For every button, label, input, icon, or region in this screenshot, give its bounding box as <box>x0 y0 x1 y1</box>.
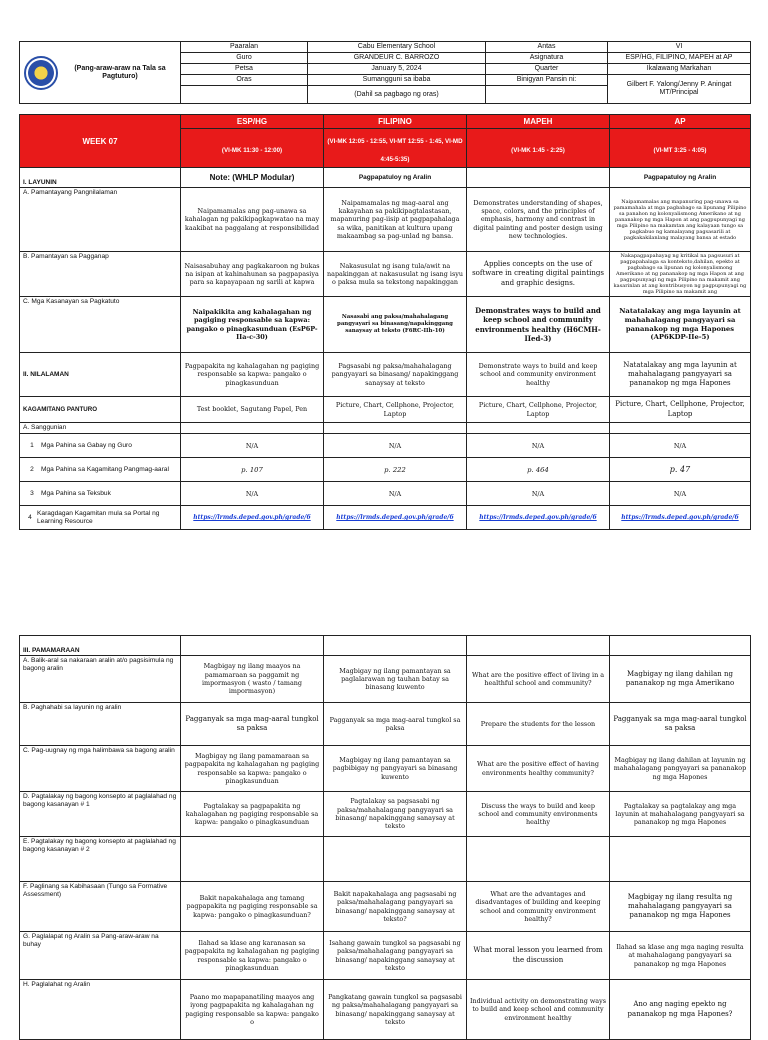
row-label: A. Pamantayang Pangnilalaman <box>20 188 181 252</box>
content-cell: Demonstrates understanding of shapes, space, colors, and the principles of emphasis, harmony and contrast in digital painting and poster design using new technologies. <box>467 188 610 252</box>
content-cell: Naisasabuhay ang pagkakaroon ng bukas na isipan at kahinahunan sa pagpapasiya para sa kapayapaan ng sarili at kapwa <box>181 252 324 297</box>
page-title: (Pang-araw-araw na Tala sa Pagtuturo) <box>74 64 166 80</box>
row-label: Karagdagan Kagamitan mula sa Portal ng Learning Resource <box>37 509 160 525</box>
header-value: GRANDEUR C. BARROZO <box>308 53 486 64</box>
content-cell: Demonstrate ways to build and keep school and community environment healthy <box>467 353 610 397</box>
header-value: (Dahil sa pagbago ng oras) <box>308 86 486 104</box>
content-cell: Naipakikita ang kahalagahan ng pagiging responsable sa kapwa: pangako o pinagkasunduan (EsP6P-IIa-c-30) <box>181 297 324 353</box>
content-cell: p. 222 <box>324 458 467 482</box>
portal-link[interactable]: https://lrmds.deped.gov.ph/grade/6 <box>324 506 467 530</box>
content-cell: What are the positive effect of having environments healthy community? <box>467 746 610 792</box>
content-cell <box>181 837 324 882</box>
content-cell: p. 464 <box>467 458 610 482</box>
content-cell: Nakasusulat ng isang tula/awit na napakinggan at nakasusulat ng isang isyu o paksa mula sa tekstong napakinggan <box>324 252 467 297</box>
header-label: Antas <box>486 42 608 53</box>
content-cell: N/A <box>324 434 467 458</box>
content-cell: What are the positive effect of living in a healthful school and community? <box>467 656 610 703</box>
content-cell: Ilahad sa klase ang mga naging resulta at mahahalagang pangyayari sa pananakop ng mga Hapones <box>610 932 751 980</box>
layunin-cell <box>467 168 610 188</box>
row-label: Mga Pahina sa Teksbuk <box>41 489 111 497</box>
content-cell: Magbigay ng ilang dahilan at layunin ng mahahalagang pangyayari sa pananakop ng mga Hapones <box>610 746 751 792</box>
content-cell: Magbigay ng ilang pamantayan sa pagbibigay ng pangyayari sa binasang kuwento <box>324 746 467 792</box>
header-label: Quarter <box>486 64 608 75</box>
content-cell: Pagsasabi ng paksa/mahahalagang pangyayari sa binasang/ napakinggang sanaysay at teksto <box>324 353 467 397</box>
layunin-cell: Pagpapatuloy ng Aralin <box>324 168 467 188</box>
layunin-cell: Note: (WHLP Modular) <box>181 168 324 188</box>
content-cell: Picture, Chart, Cellphone, Projector, Laptop <box>324 397 467 423</box>
content-cell: Pagganyak sa mga mag-aaral tungkol sa paksa <box>181 703 324 746</box>
content-cell <box>610 837 751 882</box>
content-cell: What are the advantages and disadvantages of building and keeping school and community environment healthy? <box>467 882 610 932</box>
row-number: 1 <box>30 441 34 449</box>
portal-link[interactable]: https://lrmds.deped.gov.ph/grade/6 <box>181 506 324 530</box>
content-cell: N/A <box>324 482 467 506</box>
content-cell: Pagganyak sa mga mag-aaral tungkol sa paksa <box>324 703 467 746</box>
header-label: Oras <box>181 75 308 86</box>
subject-header: AP <box>610 115 751 129</box>
row-label: C. Mga Kasanayan sa Pagkatuto <box>20 297 181 353</box>
section-nilalaman: II. NILALAMAN <box>20 353 181 397</box>
content-cell: N/A <box>610 434 751 458</box>
header-value: ESP/HG, FILIPINO, MAPEH at AP <box>608 53 751 64</box>
content-cell: Natatalakay ang mga layunin at mahahalagang pangyayari sa pananakop ng mga Hapones (AP6KDP-IIe-5) <box>610 297 751 353</box>
header-label: Paaralan <box>181 42 308 53</box>
content-cell: Magbigay ng ilang dahilan ng pananakop ng mga Amerikano <box>610 656 751 703</box>
content-cell: Bakit napakahalaga ang pagsasabi ng paksa/mahahalagang pangyayari sa binasang/ napakinggang sanaysay at teksto? <box>324 882 467 932</box>
lesson-plan-table <box>19 114 751 530</box>
header-label: Binigyan Pansin ni: <box>486 75 608 86</box>
subject-time: (VI-MK 11:30 - 12:00) <box>221 147 283 154</box>
content-cell: N/A <box>610 482 751 506</box>
content-cell: Naipamamalas ang pag-unawa sa kahalagan ng pakikipagkapwatao na may kaakibat na paggalang at responsibilidad <box>181 188 324 252</box>
content-cell: N/A <box>467 434 610 458</box>
header-value: Sumangguni sa ibaba <box>308 75 486 86</box>
section-layunin: I. LAYUNIN <box>20 168 181 188</box>
subject-header: MAPEH <box>467 115 610 129</box>
header-label <box>181 86 308 104</box>
header-value: January 5, 2024 <box>308 64 486 75</box>
row-label: F. Paglinang sa Kabihasaan (Tungo sa Formative Assessment) <box>20 882 181 932</box>
subject-time: (VI-MT 3:25 - 4:05) <box>653 147 707 154</box>
pamamaraan-table <box>19 635 751 1040</box>
row-label: E. Pagtalakay ng bagong konsepto at paglalahad ng bagong kasanayan # 2 <box>20 837 181 882</box>
section-pamamaraan: III. PAMAMARAAN <box>20 636 181 656</box>
deped-seal-icon <box>24 56 58 90</box>
subject-time: (VI-MK 1:45 - 2:25) <box>511 147 565 154</box>
content-cell: Picture, Chart, Cellphone, Projector, Laptop <box>467 397 610 423</box>
content-cell: Picture, Chart, Cellphone, Projector, Laptop <box>610 397 751 423</box>
header-table <box>19 41 751 104</box>
row-label: H. Paglalahat ng Aralin <box>20 980 181 1040</box>
content-cell: Naipamamalas ng mag-aaral ang kakayahan sa pakikipagtalastasan, mapanuring pag-iisip at pagpapahalaga sa wika, panitikan at kultura upang makaambag sa pag-unlad ng bansa. <box>324 188 467 252</box>
content-cell: Magbigay ng ilang pamamaraan sa pagpapakita ng kahalagahan ng pagiging responsable sa kapwa: pangako o pinagkasunduan <box>181 746 324 792</box>
content-cell: p. 47 <box>610 458 751 482</box>
content-cell: Magbigay ng ilang resulta ng mahahalagang pangyayari sa pananakop ng mga Hapones <box>610 882 751 932</box>
subject-header: ESP/HG <box>181 115 324 129</box>
row-label: B. Pamantayan sa Pagganap <box>20 252 181 297</box>
row-label: D. Pagtalakay ng bagong konsepto at paglalahad ng bagong kasanayan # 1 <box>20 792 181 837</box>
row-label: G. Paglalapat ng Aralin sa Pang-araw-araw na buhay <box>20 932 181 980</box>
content-cell: Bakit napakahalaga ang tamang pagpapakita ng pagiging responsable sa kapwa: pangako o pinagkasunduan? <box>181 882 324 932</box>
header-value: VI <box>608 42 751 53</box>
content-cell: Natatalakay ang mga layunin at mahahalagang pangyayari sa pananakop ng mga Hapones <box>610 353 751 397</box>
layunin-cell: Pagpapatuloy ng Aralin <box>610 168 751 188</box>
content-cell: Pagtalakay sa pagsasabi ng paksa/mahahalagang pangyayari sa binasang/ napakinggang sanaysay at teksto <box>324 792 467 837</box>
header-label: Petsa <box>181 64 308 75</box>
header-value: Ikalawang Markahan <box>608 64 751 75</box>
header-title-cell <box>20 42 181 104</box>
row-number: 3 <box>30 489 34 497</box>
content-cell: Prepare the students for the lesson <box>467 703 610 746</box>
content-cell: Pagganyak sa mga mag-aaral tungkol sa paksa <box>610 703 751 746</box>
subject-time: (VI-MK 12:05 - 12:55, VI-MT 12:55 - 1:45, VI-MD 4:45-5:35) <box>327 138 463 163</box>
content-cell <box>324 837 467 882</box>
content-cell: Paano mo mapapanatiling maayos ang iyong pagpapakita ng kahalagahan ng pagiging responsable sa kapwa: pangako o <box>181 980 324 1040</box>
content-cell: Test booklet, Sagutang Papel, Pen <box>181 397 324 423</box>
content-cell: Ilahad sa klase ang karanasan sa pagpapakita ng kahalagahan ng pagiging responsable sa kapwa: pangako o pinagkasunduan <box>181 932 324 980</box>
row-label: Mga Pahina sa Kagamitang Pangmag-aaral <box>41 465 169 473</box>
row-label: A. Balik-aral sa nakaraan aralin at/o pagsisimula ng bagong aralin <box>20 656 181 703</box>
row-label: A. Sanggunian <box>20 423 181 434</box>
content-cell: Pagpapakita ng kahalagahan ng pagiging responsable sa kapwa: pangako o pinagkasunduan <box>181 353 324 397</box>
content-cell: Applies concepts on the use of software in creating digital paintings and graphic designs. <box>467 252 610 297</box>
subject-header: FILIPINO <box>324 115 467 129</box>
content-cell: Individual activity on demonstrating ways to build and keep school and community environment healthy <box>467 980 610 1040</box>
content-cell <box>467 837 610 882</box>
row-number: 4 <box>28 513 32 521</box>
header-value: Cabu Elementary School <box>308 42 486 53</box>
row-label: C. Pag-uugnay ng mga halimbawa sa bagong aralin <box>20 746 181 792</box>
content-cell: N/A <box>181 482 324 506</box>
portal-link[interactable]: https://lrmds.deped.gov.ph/grade/6 <box>610 506 751 530</box>
content-cell: Nasasabi ang paksa/mahahalagang pangyayari sa binasang/napakinggang sanaysay at teksto (F6RC-IIh-10) <box>324 297 467 353</box>
content-cell: Isahang gawain tungkol sa pagsasabi ng paksa/mahahalagang pangyayari sa binasang/ napakinggang sanaysay at teksto <box>324 932 467 980</box>
content-cell: Magbigay ng ilang pamantayan sa paglalarawan ng tauhan batay sa binasang kuwento <box>324 656 467 703</box>
content-cell: Pagtalakay sa pagpapakita ng kahalagahan ng pagiging responsable sa kapwa: pangako o pinagkasunduan <box>181 792 324 837</box>
week-label: WEEK 07 <box>20 115 181 168</box>
row-label: Mga Pahina sa Gabay ng Guro <box>41 441 132 449</box>
content-cell: What moral lesson you learned from the discussion <box>467 932 610 980</box>
content-cell: Pagtalakay sa pagtalakay ang mga layunin at mahahalagang pangyayari sa pananakop ng mga Hapones <box>610 792 751 837</box>
content-cell: Discuss the ways to build and keep school and community environments healthy <box>467 792 610 837</box>
content-cell: Pangkatang gawain tungkol sa pagsasabi ng paksa/mahahalagang pangyayari sa binasang/ napakinggang sanaysay at teksto <box>324 980 467 1040</box>
header-label <box>486 86 608 104</box>
content-cell: Magbigay ng ilang maayos na pamamaraan sa paggamit ng impormasyon ( wasto / tamang impormasyon) <box>181 656 324 703</box>
row-label: B. Paghahabi sa layunin ng aralin <box>20 703 181 746</box>
header-value: Gilbert F. Yalong/Jenny P. Aningat MT/Principal <box>608 75 751 104</box>
section-kagamitan: KAGAMITANG PANTURO <box>20 397 181 423</box>
content-cell: p. 107 <box>181 458 324 482</box>
content-cell: Demonstrates ways to build and keep school and community environments healthy (H6CMH-IIed-3) <box>467 297 610 353</box>
content-cell: N/A <box>467 482 610 506</box>
content-cell: N/A <box>181 434 324 458</box>
content-cell: Ano ang naging epekto ng pananakop ng mga Hapones? <box>610 980 751 1040</box>
header-label: Guro <box>181 53 308 64</box>
content-cell: Nakapagpapahayag ng kritikal na pagsusuri at pagpapahalaga sa konteksto,dahilan, epekto at pagbabago sa lipunan ng kolonyalismong Amerikano at ng pananakop ng mga Hapon at ang pagpupunyagi ng mga Pilipino na makamit ang kasarinlan at ang kontribusyon ng pagpupunyagi ng mga Pilipino na makamit ang <box>610 252 751 297</box>
header-label: Asignatura <box>486 53 608 64</box>
content-cell: Naipamamalas ang mapanuring pag-unawa sa pamamahala at mga pagbabago sa lipunang Pilipino sa panahon ng kolonyalismong Amerikano at ng pananakop ng mga Hapon at ang pagpupunyagi ng mga Pilipino na makamtan ang kalayaan tungo sa pagkabuo ng kamalayang pagsasarili at pagkakakilanlang malayang bansa at estado <box>610 188 751 252</box>
portal-link[interactable]: https://lrmds.deped.gov.ph/grade/6 <box>467 506 610 530</box>
row-number: 2 <box>30 465 34 473</box>
